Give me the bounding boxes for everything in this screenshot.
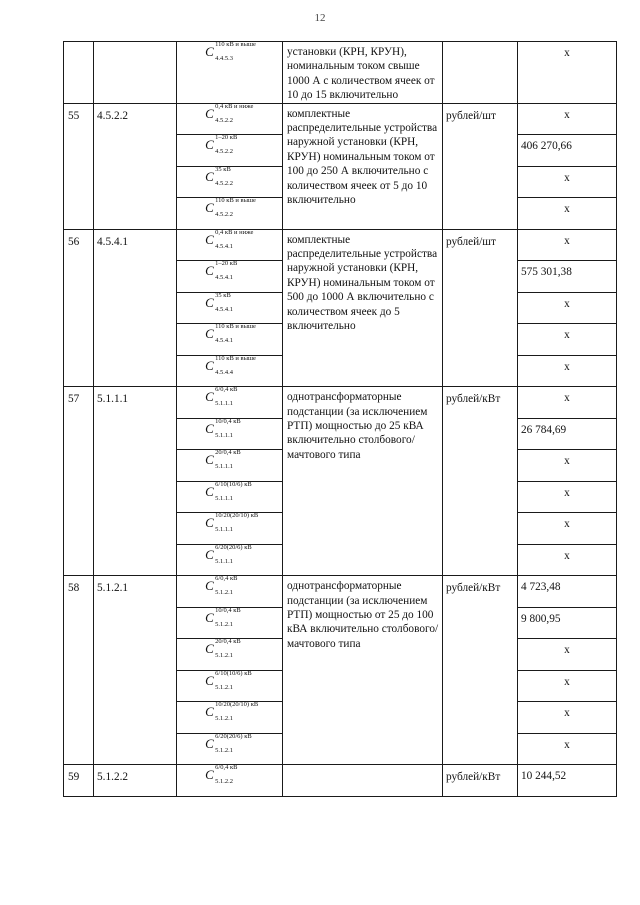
rate-symbol-index: 5.1.1.1: [215, 463, 234, 471]
row-description-cell: комплектные распределительные устройства наружной установки (КРН, КРУН) номинальным током от 100 до 250 А включительно с количеством ячеек от 5 до 10 включительно: [283, 103, 443, 229]
rate-symbol-cell: [177, 670, 283, 702]
table-row: [64, 576, 617, 608]
row-number-cell: 58: [64, 576, 94, 765]
rate-value-cell: х: [518, 198, 617, 230]
rate-symbol-index: 5.1.1.1: [215, 400, 234, 408]
rate-value-cell: х: [518, 733, 617, 765]
row-description-cell: установки (КРН, КРУН), номинальным током свыше 1000 А с количеством ячеек от 10 до 15 включительно: [283, 42, 443, 104]
rate-symbol: [205, 197, 256, 219]
row-description-cell: однотрансформаторные подстанции (за исключением РТП) мощностью от 25 до 100 кВА включительно столбового/мачтового типа: [283, 576, 443, 765]
rate-symbol-voltage: 0,4 кВ и ниже: [215, 228, 254, 236]
rate-symbol-letter: C: [205, 767, 214, 783]
rate-symbol: [205, 638, 254, 660]
rate-symbol-cell: [177, 292, 283, 324]
rate-symbol-letter: C: [205, 294, 214, 310]
table-row: [64, 42, 617, 104]
rate-symbol: [205, 512, 259, 534]
rate-symbol: [205, 291, 254, 313]
row-number-cell: 56: [64, 229, 94, 387]
rate-symbol-index: 5.1.1.1: [215, 557, 234, 565]
rate-value-cell: х: [518, 481, 617, 513]
rate-symbol-letter: C: [205, 641, 214, 657]
rate-symbol-cell: [177, 765, 283, 797]
rate-symbol: [205, 669, 254, 691]
rate-symbol: [205, 449, 254, 471]
rate-value-cell: 10 244,52: [518, 765, 617, 797]
rate-symbol-index: 5.1.2.1: [215, 683, 234, 691]
rate-symbol-voltage: 6/10(10/6) кВ: [215, 480, 252, 488]
rate-symbol-cell: [177, 639, 283, 671]
rate-symbol-voltage: 20/0,4 кВ: [215, 638, 241, 646]
row-number-cell: 59: [64, 765, 94, 797]
rate-symbol-cell: [177, 576, 283, 608]
rate-value-cell: 575 301,38: [518, 261, 617, 293]
rate-symbol-cell: [177, 450, 283, 482]
rate-value-cell: х: [518, 292, 617, 324]
rate-symbol-voltage: 0,4 кВ и ниже: [215, 102, 254, 110]
rate-symbol-index: 4.5.4.1: [215, 274, 234, 282]
rate-symbol-cell: [177, 481, 283, 513]
rate-value-cell: х: [518, 702, 617, 734]
rate-symbol-index: 4.4.5.3: [215, 55, 234, 62]
rate-symbol-cell: [177, 229, 283, 261]
rate-symbol-cell: [177, 42, 283, 104]
rate-symbol-cell: [177, 387, 283, 419]
rate-symbol-voltage: 6/10(10/6) кВ: [215, 669, 252, 677]
row-unit-cell: рублей/кВт: [443, 765, 518, 797]
rate-symbol-letter: C: [205, 326, 214, 342]
rate-symbol-index: 4.5.4.1: [215, 305, 234, 313]
rates-table-body: [64, 42, 617, 797]
row-unit-cell: рублей/кВт: [443, 387, 518, 576]
rate-symbol-cell: [177, 135, 283, 167]
rate-value-cell: х: [518, 670, 617, 702]
row-code-cell: 5.1.2.1: [94, 576, 177, 765]
rate-symbol-letter: C: [205, 44, 214, 59]
row-description-cell: комплектные распределительные устройства наружной установки (КРН, КРУН) номинальным током от 500 до 1000 А включительно с количеством ячеек до 5 включительно: [283, 229, 443, 387]
rate-value-cell: х: [518, 229, 617, 261]
row-number-cell: 57: [64, 387, 94, 576]
rate-symbol-cell: [177, 702, 283, 734]
row-unit-cell: рублей/шт: [443, 103, 518, 229]
rate-symbol-letter: C: [205, 609, 214, 625]
rate-symbol-voltage: 110 кВ и выше: [215, 197, 256, 205]
rate-symbol-voltage: 1–20 кВ: [215, 260, 238, 268]
rate-symbol-voltage: 110 кВ и выше: [215, 41, 256, 48]
rate-symbol-cell: [177, 513, 283, 545]
rate-symbol: [205, 102, 254, 124]
row-description-cell: [283, 765, 443, 797]
rate-value-cell: 406 270,66: [518, 135, 617, 167]
rates-table: [63, 41, 617, 797]
rate-symbol-letter: C: [205, 452, 214, 468]
rate-symbol-letter: C: [205, 357, 214, 373]
rate-symbol-index: 5.1.2.1: [215, 746, 234, 754]
rate-symbol-index: 4.5.4.4: [215, 368, 234, 376]
rate-symbol-letter: C: [205, 231, 214, 247]
rate-symbol-voltage: 20/0,4 кВ: [215, 449, 241, 457]
rate-symbol-letter: C: [205, 578, 214, 594]
rate-value-cell: 26 784,69: [518, 418, 617, 450]
row-code-cell: [94, 42, 177, 104]
rate-symbol-index: 5.1.2.1: [215, 652, 234, 660]
rate-value-cell: 4 723,48: [518, 576, 617, 608]
rate-symbol-voltage: 10/20(20/10) кВ: [215, 701, 259, 709]
page-number: 12: [314, 12, 326, 24]
rate-symbol: [205, 134, 254, 156]
rate-symbol-index: 4.5.2.2: [215, 116, 234, 124]
rate-symbol-cell: [177, 103, 283, 135]
rate-symbol-letter: C: [205, 420, 214, 436]
row-code-cell: 4.5.4.1: [94, 229, 177, 387]
rate-symbol: [205, 228, 254, 250]
rate-symbol-letter: C: [205, 263, 214, 279]
rate-symbol-index: 5.1.2.1: [215, 715, 234, 723]
row-code-cell: 5.1.1.1: [94, 387, 177, 576]
rate-symbol-index: 4.5.4.1: [215, 242, 234, 250]
table-row: [64, 765, 617, 797]
row-number-cell: [64, 42, 94, 104]
rate-symbol: [205, 764, 254, 786]
rate-symbol-cell: [177, 544, 283, 576]
rate-symbol-letter: C: [205, 704, 214, 720]
rate-symbol: [205, 606, 254, 628]
rate-symbol-letter: C: [205, 105, 214, 121]
rate-symbol-letter: C: [205, 546, 214, 562]
row-unit-cell: рублей/шт: [443, 229, 518, 387]
rate-symbol: [205, 701, 259, 723]
rate-symbol-index: 5.1.2.1: [215, 620, 234, 628]
row-number-cell: 55: [64, 103, 94, 229]
rate-symbol-index: 5.1.1.1: [215, 431, 234, 439]
rate-value-cell: х: [518, 103, 617, 135]
rate-value-cell: х: [518, 166, 617, 198]
rate-symbol: [205, 543, 254, 565]
rate-symbol-index: 4.5.4.1: [215, 337, 234, 345]
row-unit-cell: [443, 42, 518, 104]
rate-symbol-cell: [177, 733, 283, 765]
rate-symbol-cell: [177, 166, 283, 198]
rate-symbol-index: 5.1.1.1: [215, 494, 234, 502]
rate-symbol-voltage: 6/20(20/6) кВ: [215, 543, 252, 551]
rate-value-cell: х: [518, 387, 617, 419]
rate-symbol: [205, 260, 254, 282]
rate-symbol: [205, 417, 254, 439]
rate-symbol-cell: [177, 261, 283, 293]
row-code-cell: 5.1.2.2: [94, 765, 177, 797]
table-row: [64, 229, 617, 261]
rate-symbol-cell: [177, 418, 283, 450]
rate-symbol-index: 4.5.2.2: [215, 179, 234, 187]
rate-symbol-voltage: 6/20(20/6) кВ: [215, 732, 252, 740]
rate-symbol-letter: C: [205, 483, 214, 499]
rate-symbol-cell: [177, 324, 283, 356]
rate-value-cell: х: [518, 639, 617, 671]
rate-symbol-voltage: 110 кВ и выше: [215, 323, 256, 331]
rate-value-cell: х: [518, 513, 617, 545]
rate-symbol-letter: C: [205, 168, 214, 184]
rate-symbol-cell: [177, 198, 283, 230]
rate-value-cell: х: [518, 544, 617, 576]
rate-symbol-voltage: 1–20 кВ: [215, 134, 238, 142]
rate-symbol-voltage: 10/20(20/10) кВ: [215, 512, 259, 520]
rate-value-cell: 9 800,95: [518, 607, 617, 639]
table-row: [64, 103, 617, 135]
rate-symbol-voltage: 110 кВ и выше: [215, 354, 256, 362]
rate-value-cell: х: [518, 450, 617, 482]
rate-symbol-index: 4.5.2.2: [215, 148, 234, 156]
rate-symbol-voltage: 6/0,4 кВ: [215, 575, 238, 583]
rate-symbol: [205, 732, 254, 754]
rate-symbol-voltage: 6/0,4 кВ: [215, 386, 238, 394]
rate-symbol: [205, 575, 254, 597]
rate-value-cell: х: [518, 324, 617, 356]
rate-symbol-index: 5.1.2.2: [215, 778, 234, 786]
table-row: [64, 387, 617, 419]
rate-symbol-letter: C: [205, 515, 214, 531]
rate-symbol: [205, 354, 256, 376]
rate-symbol: [205, 480, 254, 502]
rate-symbol-letter: C: [205, 735, 214, 751]
rate-symbol-voltage: 6/0,4 кВ: [215, 764, 238, 772]
rate-symbol: [205, 41, 256, 62]
rate-symbol: [205, 323, 256, 345]
row-unit-cell: рублей/кВт: [443, 576, 518, 765]
rate-symbol: [205, 386, 254, 408]
row-description-cell: однотрансформаторные подстанции (за исключением РТП) мощностью до 25 кВА включительно столбового/мачтового типа: [283, 387, 443, 576]
rate-symbol-cell: [177, 355, 283, 387]
rate-symbol-letter: C: [205, 200, 214, 216]
rate-symbol: [205, 165, 254, 187]
rate-value-cell: х: [518, 42, 617, 104]
rate-symbol-cell: [177, 607, 283, 639]
rate-symbol-letter: C: [205, 672, 214, 688]
rate-symbol-voltage: 35 кВ: [215, 291, 231, 299]
rate-symbol-letter: C: [205, 389, 214, 405]
row-code-cell: 4.5.2.2: [94, 103, 177, 229]
rate-symbol-index: 5.1.1.1: [215, 526, 234, 534]
rate-value-cell: х: [518, 355, 617, 387]
rate-symbol-voltage: 35 кВ: [215, 165, 231, 173]
rate-symbol-letter: C: [205, 137, 214, 153]
rate-symbol-voltage: 10/0,4 кВ: [215, 417, 241, 425]
rate-symbol-voltage: 10/0,4 кВ: [215, 606, 241, 614]
rate-symbol-index: 4.5.2.2: [215, 211, 234, 219]
rate-symbol-index: 5.1.2.1: [215, 589, 234, 597]
